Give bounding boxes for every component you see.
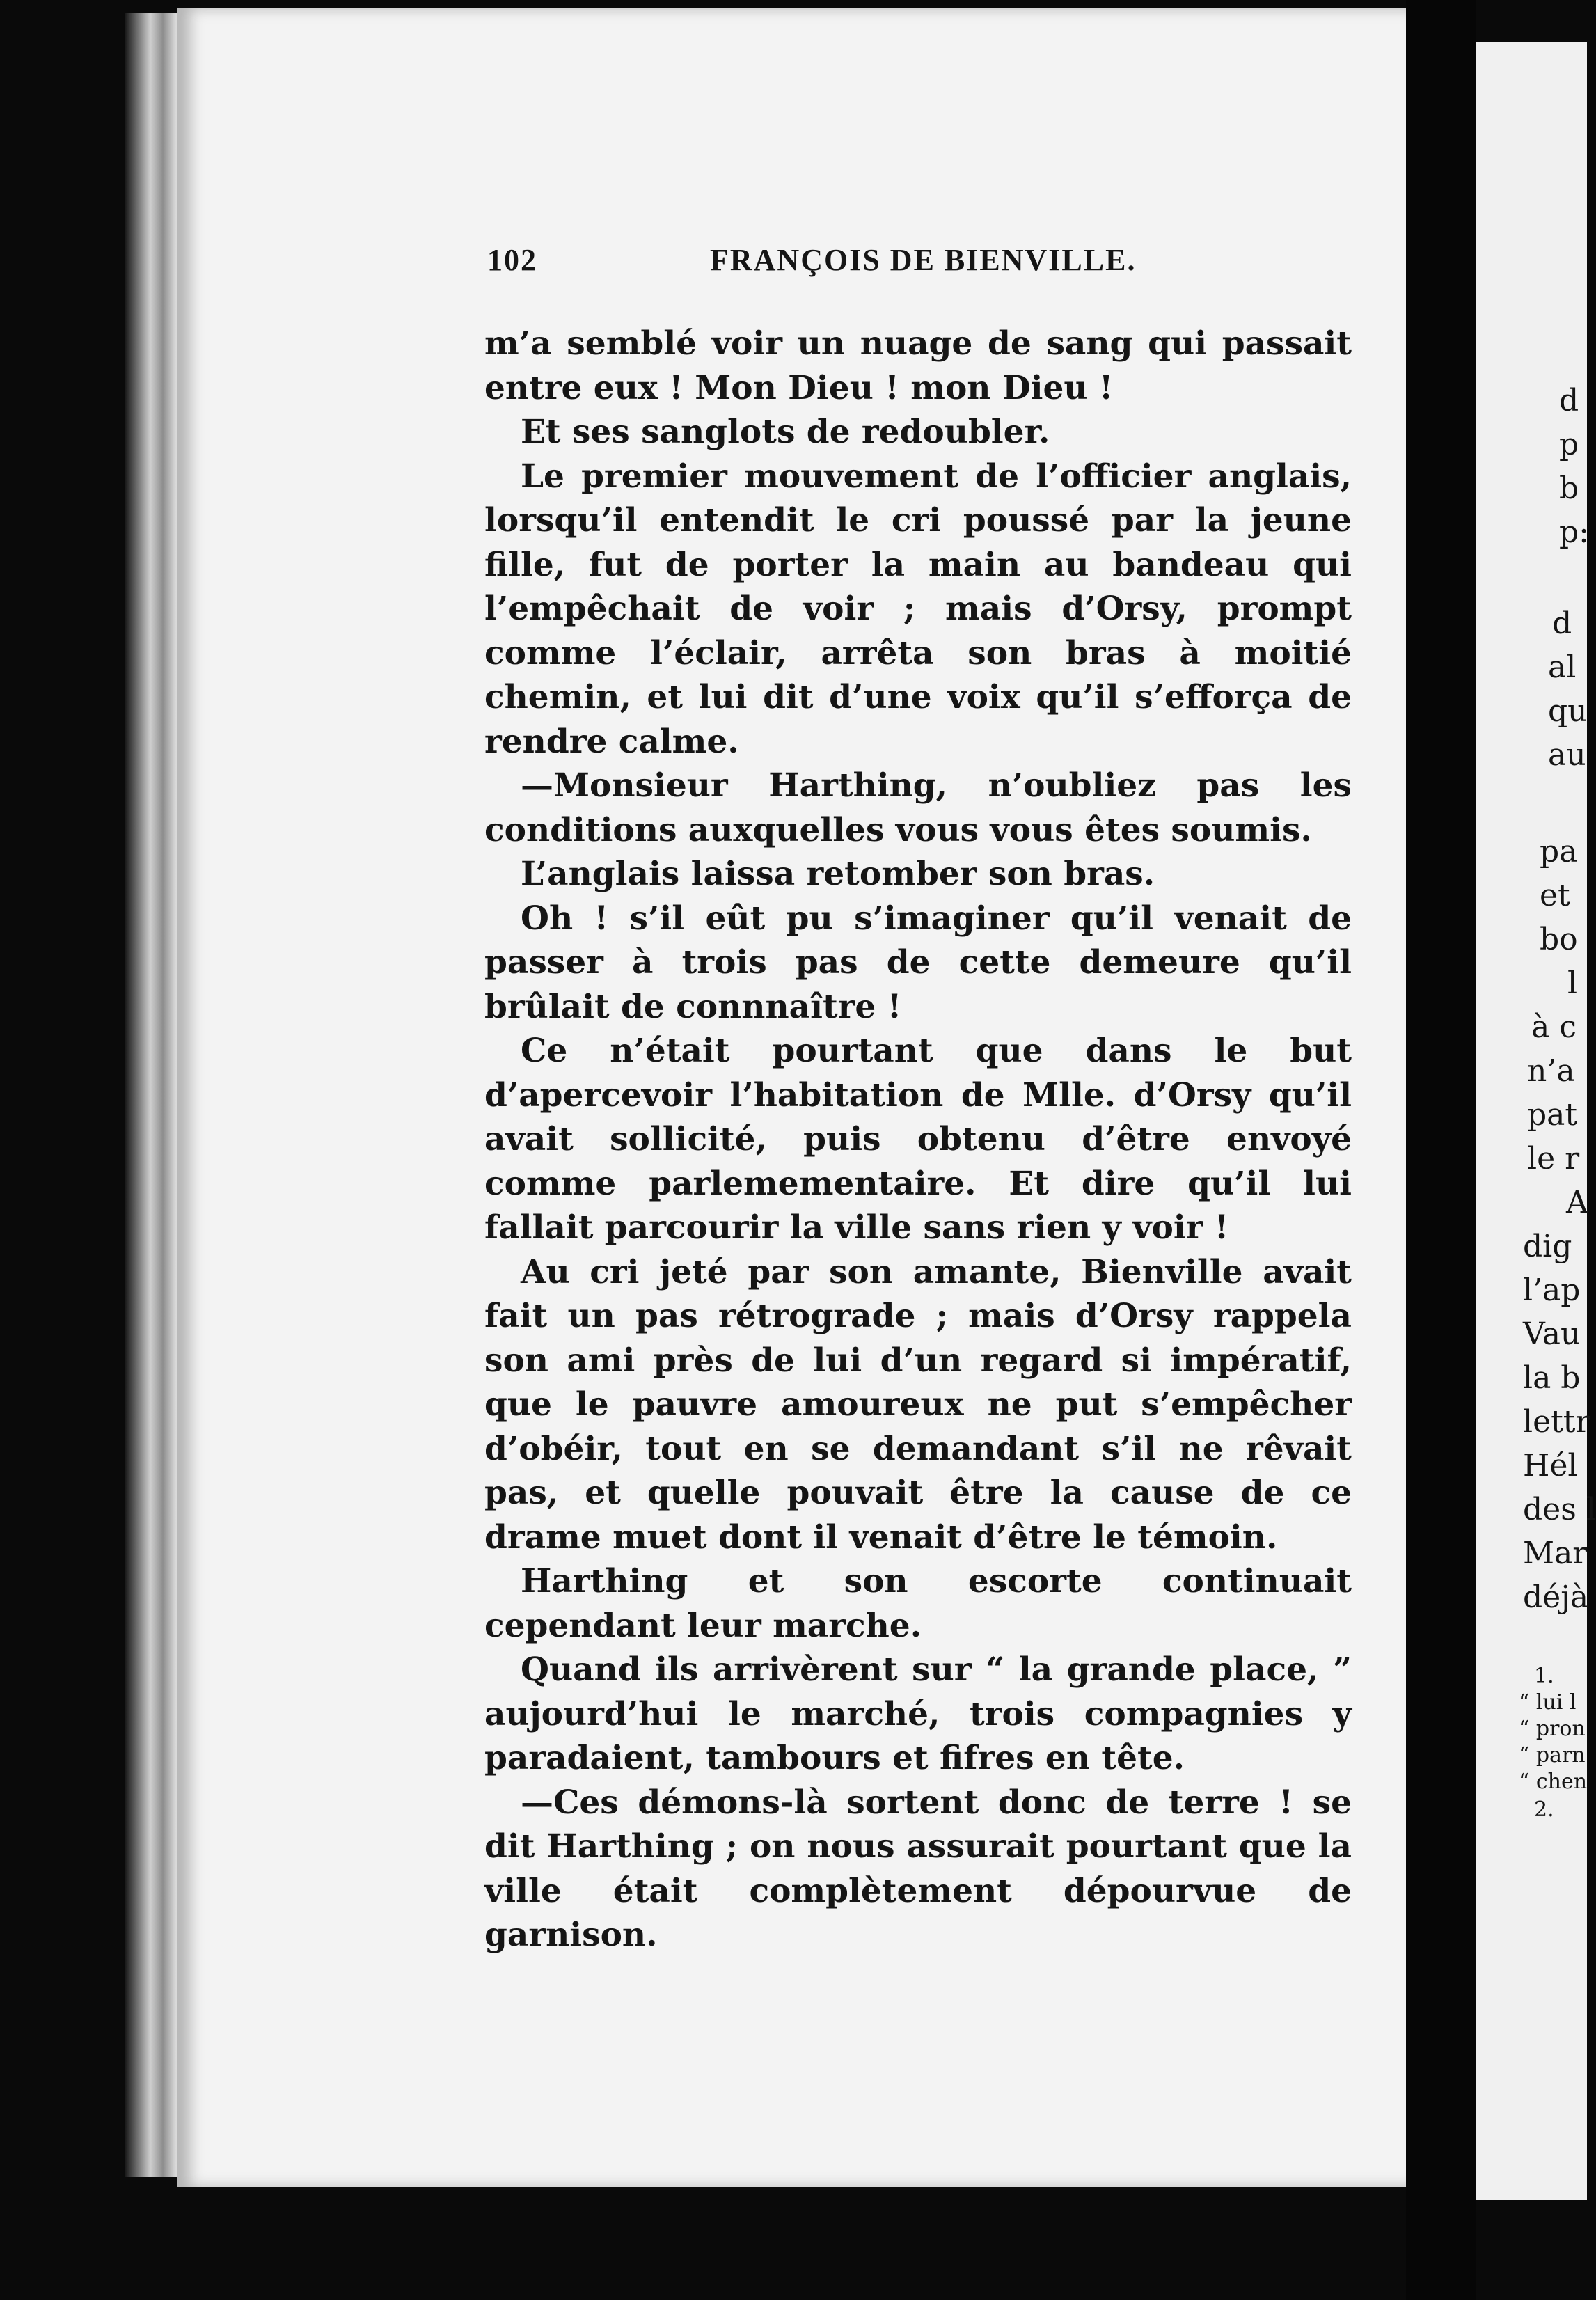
facing-page-footnote: “ pron	[1519, 1717, 1586, 1741]
paragraph: —Monsieur Harthing, n’oubliez pas les conditions auxquelles vous vous êtes soumis.	[484, 766, 1352, 849]
facing-page-text: à c	[1531, 1009, 1577, 1045]
facing-page-text: le r	[1527, 1141, 1580, 1176]
facing-page-text: bo	[1540, 922, 1578, 957]
facing-page-text: al	[1548, 649, 1577, 685]
facing-page-text: déjà	[1523, 1580, 1589, 1615]
facing-page-text: p	[1559, 427, 1579, 462]
facing-page-text: lettr	[1523, 1404, 1590, 1440]
facing-page-footnote: 1.	[1534, 1664, 1554, 1688]
facing-page-footnote: “ parn	[1519, 1743, 1586, 1767]
running-title: FRANÇOIS DE BIENVILLE.	[710, 243, 1137, 277]
facing-page-text: A	[1566, 1185, 1588, 1220]
body-text	[484, 322, 1352, 1958]
paragraph: Au cri jeté par son amante, Bienville avait fait un pas rétrograde ; mais d’Orsy rappela son ami près de lui d’un regard si impératif, que le pauvre amoureux ne put s’empêcher d’obéir, tout en se demandant s’il ne rêvait pas, et quelle pouvait être la cause de ce drame muet dont il venait d’être le témoin.	[484, 1252, 1352, 1557]
paragraph: m’a semblé voir un nuage de sang qui passait entre eux ! Mon Dieu ! mon Dieu !	[484, 324, 1352, 407]
facing-page-text: d	[1552, 606, 1572, 641]
facing-page-text: et	[1540, 878, 1570, 913]
facing-page-text: l	[1567, 966, 1578, 1001]
facing-page-fragment	[1476, 42, 1596, 2200]
facing-page-text: pa	[1540, 834, 1578, 869]
facing-page-text: Mar	[1523, 1536, 1588, 1571]
paragraph: L’anglais laissa retomber son bras.	[521, 855, 1155, 893]
facing-page-text: p:	[1559, 514, 1589, 550]
facing-page-text: Vau	[1523, 1316, 1581, 1352]
paragraph: Oh ! s’il eût pu s’imaginer qu’il venait de passer à trois pas de cette demeure qu’il brûlait de connnaître !	[484, 899, 1352, 1026]
book-gutter	[1406, 0, 1476, 2300]
facing-page-footnote: 2.	[1534, 1797, 1554, 1822]
facing-page-text: d	[1559, 383, 1579, 418]
facing-page-text: au	[1548, 737, 1586, 773]
paragraph: Et ses sanglots de redoubler.	[521, 413, 1050, 451]
facing-page-text: l’ap	[1523, 1273, 1581, 1308]
facing-page-text: pat	[1527, 1097, 1578, 1133]
facing-page-text: n’a	[1527, 1053, 1575, 1089]
paragraph: Le premier mouvement de l’officier anglais, lorsqu’il entendit le cri poussé par la jeune fille, fut de porter la main au bandeau qui l’empêchait de voir ; mais d’Orsy, prompt comme l’éclair, arrêta son bras à moitié chemin, et lui dit d’une voix qu’il s’efforça de rendre calme.	[484, 457, 1352, 761]
paragraph: Quand ils arrivèrent sur “ la grande place, ” aujourd’hui le marché, trois compagnies y paradaient, tambours et fifres en tête.	[484, 1651, 1352, 1777]
facing-page-text: la b	[1523, 1360, 1581, 1396]
facing-page-text: b	[1559, 471, 1579, 506]
paragraph: Harthing et son escorte continuait cependant leur marche.	[484, 1562, 1352, 1645]
facing-page-text: Hél	[1523, 1448, 1578, 1483]
paragraph: Ce n’était pourtant que dans le but d’apercevoir l’habitation de Mlle. d’Orsy qu’il avait sollicité, puis obtenu d’être envoyé comme parlemementaire. Et dire qu’il lui fallait parcourir la ville sans rien y voir !	[484, 1032, 1352, 1247]
facing-page-footnote: “ chen	[1519, 1770, 1588, 1794]
facing-page-text: dig	[1523, 1229, 1572, 1264]
facing-page-text: des l	[1523, 1492, 1596, 1527]
facing-page-text: qu	[1548, 693, 1588, 729]
page-number: 102	[487, 243, 537, 277]
paragraph: —Ces démons-là sortent donc de terre ! se dit Harthing ; on nous assurait pourtant que la ville était complètement dépourvue de garnison.	[484, 1783, 1352, 1954]
facing-page-footnote: “ lui l	[1519, 1690, 1577, 1715]
